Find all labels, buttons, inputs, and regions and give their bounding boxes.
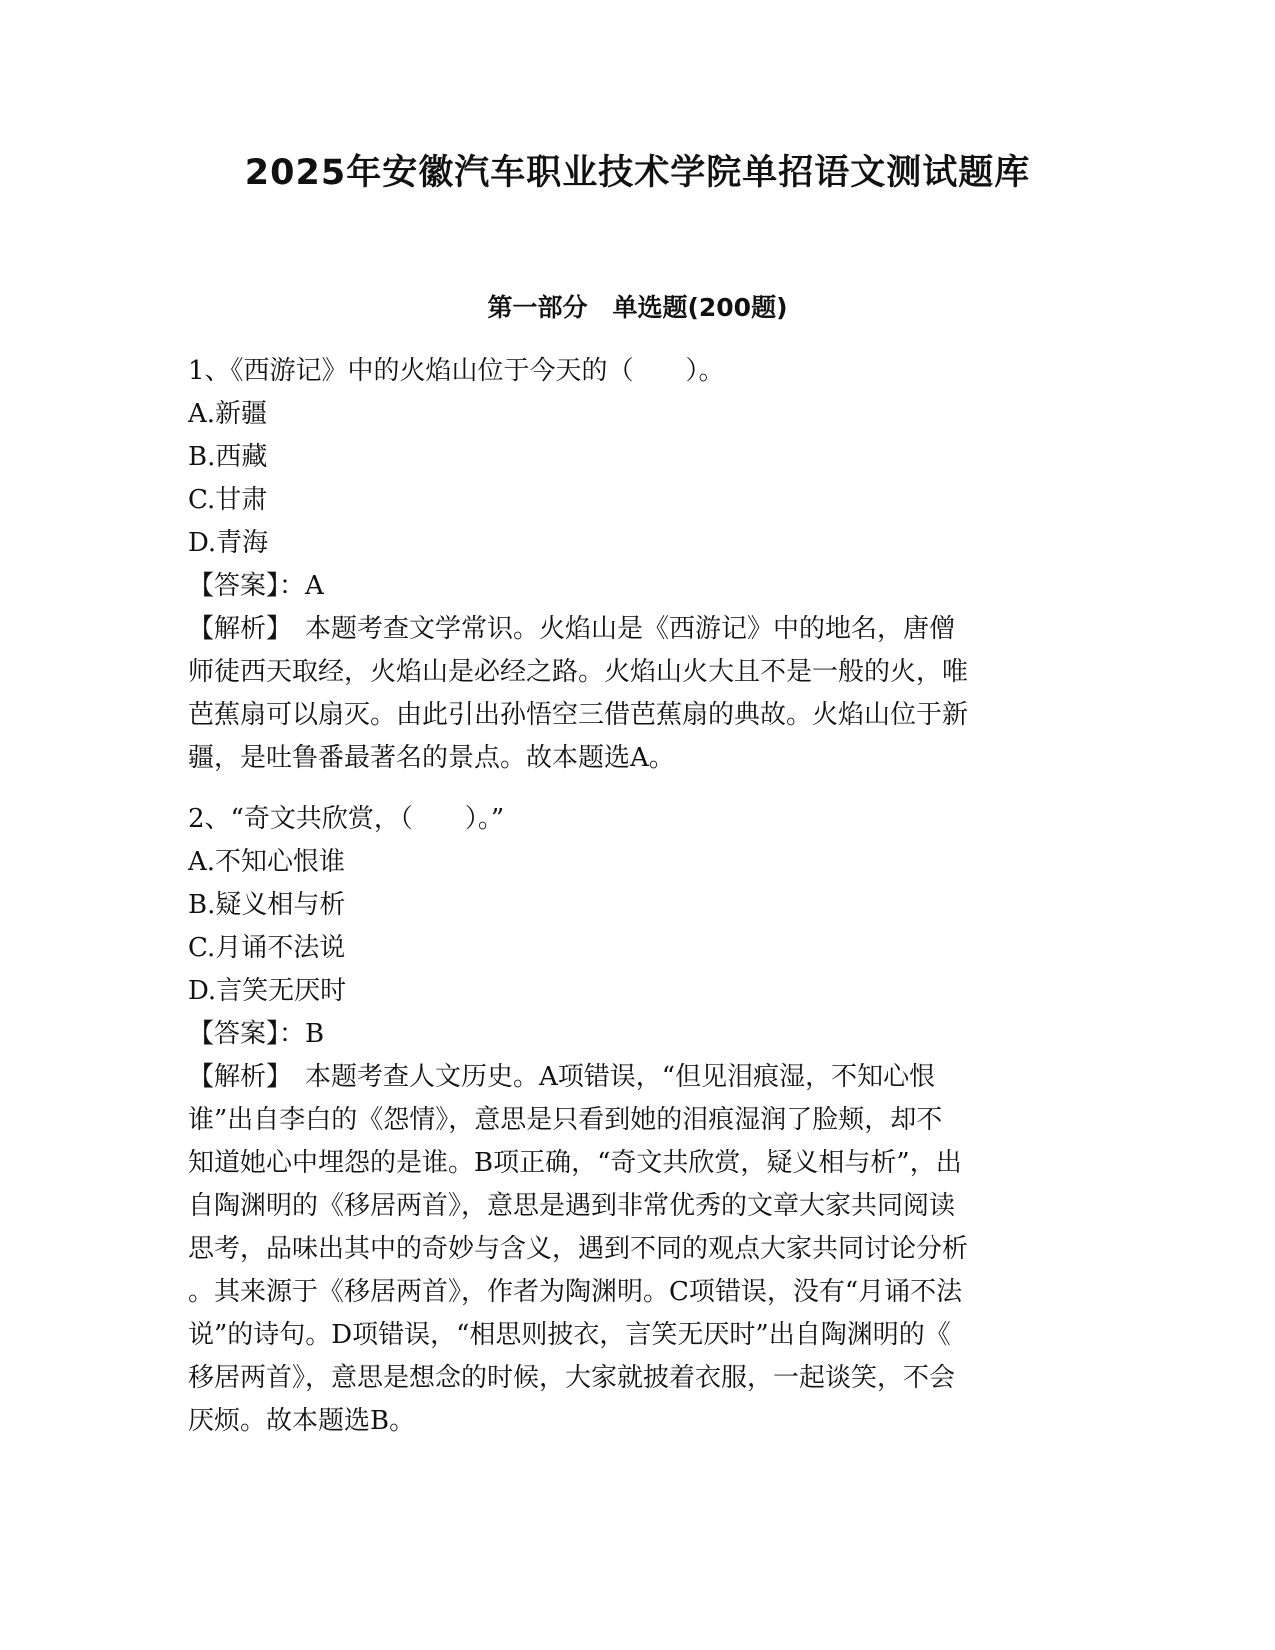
option-c: C.甘肃 — [188, 485, 268, 515]
analysis-line: 【解析】 本题考查人文历史。A项错误，“但见泪痕湿，不知心恨 — [188, 1062, 936, 1092]
option-a: A.不知心恨谁 — [188, 847, 346, 877]
analysis-line: 。其来源于《移居两首》，作者为陶渊明。C项错误，没有“月诵不法 — [188, 1277, 963, 1307]
analysis-line: 移居两首》，意思是想念的时候，大家就披着衣服，一起谈笑，不会 — [188, 1363, 956, 1393]
question-1 — [188, 350, 1088, 780]
section-title: 第一部分 单选题(200题) — [487, 293, 788, 322]
option-d: D.言笑无厌时 — [188, 976, 347, 1006]
analysis-line: 芭蕉扇可以扇灭。由此引出孙悟空三借芭蕉扇的典故。火焰山位于新 — [188, 700, 969, 730]
analysis-line: 疆，是吐鲁番最著名的景点。故本题选A。 — [188, 743, 675, 773]
option-d: D.青海 — [188, 528, 269, 558]
analysis-line: 说”的诗句。D项错误，“相思则披衣，言笑无厌时”出自陶渊明的《 — [188, 1320, 951, 1350]
question-list — [188, 350, 1088, 1461]
option-b: B.西藏 — [188, 442, 268, 472]
analysis-line: 思考，品味出其中的奇妙与含义，遇到不同的观点大家共同讨论分析 — [188, 1234, 969, 1264]
question-stem: 2、“奇文共欣赏，（ ）。” — [188, 804, 505, 834]
question-2 — [188, 798, 1088, 1443]
option-c: C.月诵不法说 — [188, 933, 346, 963]
answer-line: 【答案】：A — [188, 571, 324, 601]
option-b: B.疑义相与析 — [188, 890, 346, 920]
analysis-line: 谁”出自李白的《怨情》，意思是只看到她的泪痕湿润了脸颊，却不 — [188, 1105, 943, 1135]
question-stem: 1、《西游记》中的火焰山位于今天的（ ）。 — [188, 356, 725, 386]
analysis-line: 自陶渊明的《移居两首》，意思是遇到非常优秀的文章大家共同阅读 — [188, 1191, 956, 1221]
analysis-line: 【解析】 本题考查文学常识。火焰山是《西游记》中的地名，唐僧 — [188, 614, 956, 644]
option-a: A.新疆 — [188, 399, 268, 429]
document-title: 2025年安徽汽车职业技术学院单招语文测试题库 — [244, 153, 1031, 193]
analysis-line: 师徒西天取经，火焰山是必经之路。火焰山火大且不是一般的火，唯 — [188, 657, 969, 687]
answer-line: 【答案】：B — [188, 1019, 325, 1049]
analysis-line: 知道她心中埋怨的是谁。B项正确，“奇文共欣赏，疑义相与析”，出 — [188, 1148, 962, 1178]
analysis-line: 厌烦。故本题选B。 — [188, 1406, 416, 1436]
